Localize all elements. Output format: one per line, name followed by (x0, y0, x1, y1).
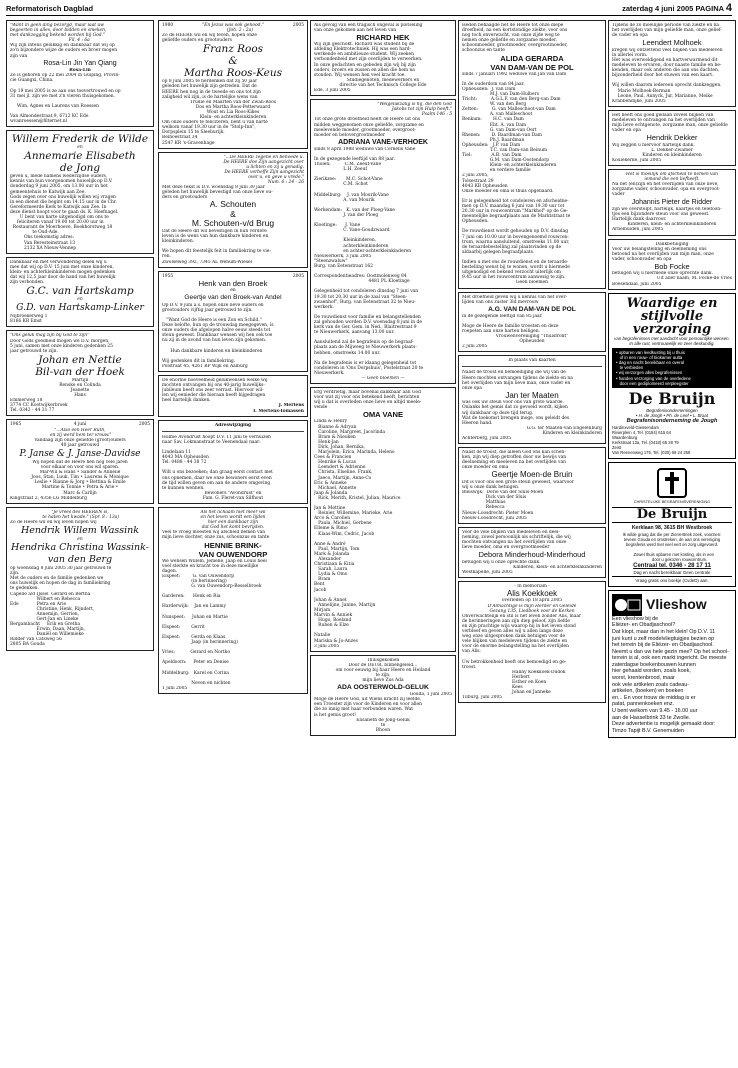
address: Polstraat 45, 4261 BP Wijk en Aalburg (162, 363, 248, 369)
notice-heading: Adreswijziging (214, 422, 252, 428)
signature: Vrouwenvereniging "Thuisfront" Opheusden (495, 334, 569, 345)
notice-body: Voor de vele blijken van medeleven en deel- neming, zowel persoonlijk als schriftelijk, die wij mochten ontvangen na het overlijden van onze lieve moeder, oma en overgrootmoeder (462, 529, 571, 550)
anniversary-notice (158, 271, 308, 372)
ad-title: stijlvolle verzorging (632, 308, 712, 337)
wife-name: M. Schouten-v/d Brug (191, 219, 275, 229)
notice-body: Heden behaagde het de Heere tot onze diepe droefheid, na een kortstondige ziekte, voor ons nog toch onverwacht, van onze zijde weg te nemen onze geliefde en zorgzame moeder, schoonmoeder, grootmoeder, overgrootmoeder, schoonzus en tante (462, 23, 568, 54)
bible-verse: "En Jezus was ook genood." (Joh. 2 : 2a) (202, 23, 264, 34)
wife-name: Hendrika Christina Wassink- (11, 542, 149, 554)
address: 2 juni 2005, Tolsestraat 29 4043 KB Opheusden (462, 173, 508, 189)
address: Zwolseweg 392, 7345 AL Wenum-Wiesel (162, 259, 253, 265)
thank-you-notice (608, 20, 736, 107)
family-list: Opheusden: J. van Dam M.J. van Dam-Hulbers Tricht: A.G.L.F. van den Berg-van Dam W. van den Berg Zetten: G. van Malleschoot-van Dam A. van Malleschoot Benkum: H.C. van Dam Ebt. A. van Dam G. van Dam-van Oert Rhenen: D. Baardman-van Dam Ph.J. Baardman Opheusden: J.P. van Dam T.C. van Dam-van Beinum Tiel: A.B. van Dam G.M. van Dam-Oostendorp Klein- en achterkleinkinderen en verdere familie (462, 86, 561, 174)
deceased-name: HENNIE BRINK- (204, 540, 262, 550)
couple-names: Johan en Nettie (38, 353, 122, 366)
paper-name: Reformatorisch Dagblad (6, 4, 94, 13)
children-list: Martijn Renske en Colinda Jeanette Hans (59, 377, 101, 399)
notice-body: Na het (en)zijn en het overlijden van onze lieve, zorgzame vader, schoonvader, opa en overgroot- vader (612, 182, 720, 198)
notice-date: Arnemuiden, juni 2005 (612, 227, 664, 233)
year-end: 2005 (292, 23, 304, 28)
notice-body: kregen wij ontzettend veel blijken van medeleven in allerlei vorm. Het was overweldigend en hartverwarmend dit medeleven te ervaren, door naaste familie en be- kenden, maar ook anderen die aan ons dachten, bijzonderheid door het stuwen van een kaart. Wij willen daarom iedereen oprecht dankzeggen. Marie Molhoek-Berman Leone, Paul, Annyck, Jur, Marianne, Meike (612, 47, 723, 99)
address: Belhoestraat 34 2547 KR 's-Gravenhage (162, 135, 215, 146)
death-notice (310, 655, 456, 736)
notice-date: 2 juni 2005 (462, 344, 488, 350)
family-list: Linda & Henry Bianne & Adryan Caroline, Margreet, Jacorinda Bram & Nieuken Henk-Jan Dirk, Johan, Bernika, Marjolein, Erica, Marinda, Heleno Cees & Francien Henrike & Lucas Leendert & Adrienne Christa, Elseline, Frank, Jaeco, Martijn, Anne-Co Eric & Anneke Michael, Annette Jaap & Jolanda Rick, Merith, Kristel, Julian, Maurice Jan & Mettine Reinier, Willemine, Marieke, Arie Arco & Carolien Paula, Michiel, Gerbene Elleme & Rimo Klaas-Wim, Cedric, Jacob Anne & André Paul, Martijn, Tom Mark & Jolanda Alexander Christiaan & Kitia Sarah, Laura Lydia & Omo Bram Bent Jacob Johan & Annet Annelijne, Janine, Martijn Mirjam Marvin & Anniek Hugo, Roeland Ruben & Elze Natalie Mariska & Jo-Anzes (314, 419, 401, 644)
notice-body: Dat de Heere dit wil bevestigen in hun verdere leven is de wens van hun dankbare kinderen en kleinkinderen. We hopen dit feestelijk feit in familiekring te vie- ren. (162, 228, 271, 260)
notice-body: Door Gods goedheid mogen we D.V. morgen, 5 juni, samen met onze kinderen gedenken 25 jaar getrouwd te zijn. (10, 338, 113, 354)
husband-name: A. Schouten (209, 200, 257, 210)
year-start: 1965 (10, 422, 22, 428)
notice-heading: - In memoriam - (514, 583, 550, 589)
date-text: zaterdag 4 juni 2005 (622, 4, 694, 13)
deceased-name: OMA VANE (362, 410, 404, 420)
deceased-name: ALIDA GERARDA (500, 53, 564, 63)
ad-subtitle: van begrafenissen met aandacht voor persoonlijke wensen. In alle rust, vertrouwelijk en zeer deskundig. (614, 335, 730, 346)
ad-body: Een vlieshow bij de Eliëzer- en Obadjaschool? Dat klopt, maar dan in het klein! Op D.V. 11 juni kunt u zelf modelvliegtuigjes bezien op het terrein bij de Eliëzer- en Obadjaschool. Neemt u dan uw hele gezin mee? Op het school- terrein is al, ook een markt ingericht. De meeste zaterdagse boekenbouwen kunnen hier gehaald worden, zoals koek, worst, krentenbrood, maar ook vele artikelen zoals cadeau- artikelen, (boeken) en boeken en... En voor trouw de middag is er patat, pannenkoeken enz. U bent welkom van 9.45 - 16.00 uur aan de Hasselbrink 33 te Zwolle. Deze advertentie is mogelijk gemaakt door: Timzo Tapijt B.V. Genemuiden (612, 615, 729, 734)
ad-title: Vlieshow (646, 596, 707, 613)
association-type: CHRISTELIJKE BEGRAFENISVERENIGING (633, 500, 711, 505)
notice-body: geven u, mede namens wederzijdse ouders, kennis van hun voorgenomen huwelijk op D.V. donderdag 9 juni 2005, om 13.00 uur in het gemeentehuis te Katwijk aan Zee. Gods zegen over ons huwelijk willen wij vragen in een dienst die begint om 14.15 uur in de Chr. Gereformeerde Kerk te Katwijk aan Zee. In deze dienst hoopt voor te gaan ds. K. Hoefnagel. U bent van harte uitgenodigd om ons te feliciteren vanaf 19.00 tot 20.00 uur in Restaurant de Moerhoeve, Boekhorstweg 18 te Oud-Ade. Ons toekomstig adres: Van Beresteinstraat 13 2132 XA Nieuw-Vennep (10, 174, 119, 251)
couple-names: P. Janse & J. Janse-Davidse (19, 448, 141, 459)
notice-text: Wij zijn intens gelukkig en dankbaar dat wij op zo'n bijzondere wijze de ouders en broer mogen zijn van (10, 43, 118, 59)
notice-date: 3 juni 2005 (314, 643, 340, 649)
hymn-quote: D'Almachtige is mijn Herder en Geleide Gezang 135, Liedboek voor de Kerken (487, 603, 577, 614)
page-label: PAGINA (695, 4, 724, 13)
address: Kerklaan 98, 3615 BH Westbroek (631, 525, 713, 532)
funeral-association-ad (608, 462, 736, 587)
death-notice (158, 507, 308, 694)
deceased-name: Geertje Moen-de Bruin (491, 470, 573, 480)
notice-footer: — Geen bloemen — (361, 376, 405, 381)
funeral-services-ad (608, 293, 736, 459)
masthead (6, 4, 732, 16)
notice-body: Hulme Avondrust hoopt D.V. 11 juni te verhuizen naar Sav. Lokmanstraat te Veenendaal naar: Lindelaan 11 4043 MA Opheusden Tel. 0488 - 44 38 72 Wilt u ons bezoeken; dan graag eerst contact met ons opnemen, daar we onze bewoners eerst even de tijd willen geven om aan de andere omgeving te kunnen wennen. (162, 434, 273, 491)
signature: G.G. ter Maaten-van Engelenburg Kinderen en kleinkinderen (526, 425, 602, 436)
death-notice (310, 20, 456, 96)
poem: Het is moeilijk om afscheid te nemen van iemand die een liefheeft. (626, 172, 718, 183)
groom-name: Willem Frederik de Wilde (11, 133, 149, 146)
notice-body: betuigen wij u hiermede onze oprechte dank. (612, 271, 713, 277)
notice-date: Westkapelle, juni 2005 (462, 569, 513, 575)
deceased-name: Leendert Molhoek (642, 38, 702, 48)
notice-body: Om onze ouders te feliciteren, bent u van harte welkom vanaf 19.30 uur in de "Stolp-Inn", Dorpsplein 15 te Sleeburijk. (162, 120, 268, 136)
notice-body: Als gevolg van een tragisch ongeval is plotseling van onze gekomen aan het leven van (314, 23, 423, 34)
couple-surname: Bil-van der Hoek (35, 365, 125, 378)
notice-body: We wensen Willem, Jemelle, Jaap en Louis heel veel sterkte en kracht toe in deze moeilijke dagen. (162, 558, 267, 574)
divider (162, 431, 304, 432)
deceased-name: Johannis Pieter de Ridder (631, 198, 713, 206)
column-2 (158, 20, 308, 1066)
address-list: Hardinxveld-Giessendam Rivierplein 4, Tel. (0184) 615 64 Waardenburg Kerkstraat 13a, Tel. (0418) 65 28 79 Zeist Van Reenenweg 175, Tel. (030) 69 24 258 (612, 425, 691, 456)
notice-body: Met deze tekst is D.V. woensdag 8 juni 30 jaar geleden het huwelijk bevestigd van onze lieve ou- ders en grootouders (162, 185, 273, 201)
death-notice (310, 387, 456, 652)
company-logo-text: De Bruijn (628, 388, 716, 408)
bible-verse: "...De HEERE zegene en behoede u. De HEERE doe Zijn aangezicht over u lichten en zij u genadig. De HEERE verheffe Zijn aangezicht over u, en geve u vrede." Num. 6 : 24 - 26 (223, 154, 304, 186)
thank-you-notice (458, 447, 606, 524)
notice-footer: Geen bloemen (516, 280, 548, 286)
notice-date: 1 juni 2005 (162, 685, 188, 691)
notice-body: Nieuwerkerk, 3 juni 2005 "Steenzwaluw" Burg. van Eetenstraat 162 Correspondentieadres: Oostmolenweg 84 4481 PL Kloetinge Gelegenheid tot condoleren dinsdag 7 juni van 19.30 tot 20.30 uur in de zaal van "Steen- zwaenhof", Burg. van Eetenstraat 32 te Nieu- werkerk. De rouwdienst voor familie en belangstellenden zal gehouden worden D.V. woensdag 8 juni in de kerk van de Ger. Gem. in Ned., Blaitrestraat 9 te Nieuwerkerk, aanvang 13.00 uur. Aansluitend zal de begrafenis op de begraaf- plaats aan de Mijweeg te Nieuwerkerk plaats- hebben, omstreeks 14.00 uur. Na de begrafenis is er idaang gelegenheid tot condoleren in 'Ons Dorpshuis', Postelstraat 20 te Nieuwerkerk. (314, 253, 424, 376)
issue-date (622, 2, 732, 14)
death-notice (310, 99, 456, 384)
column-5 (608, 20, 736, 1066)
deceased-name: Debora Minderhoud-Minderhoud (478, 550, 586, 560)
notice-body: Vandaag zijn onze geliefde (groot)ouders 40 jaar getrouwd (34, 437, 126, 448)
notice-body: De enorme hoeveelheid gelukwensen welke wij mochten ontvangen bij ons 40-jarig huwelijks- jubileum heeft ons zeer verrast. Hiervoor wil- len wij eenieder die hieraan heeft bijgedragen heel hartelijk danken. (162, 378, 268, 404)
notice-date: Boesendaal, juni 2005 (612, 281, 662, 287)
notice-date: Nieuw-Loosdrecht, juni 2005 (462, 515, 527, 521)
notice-body: Ze is geboren op 22 mei 2004 in Guiping, Provin- cie Guangxi, China. Op 19 mei 2005 is ze aan ons toevertrouwd en op 31 mei jl. zijn we met z'n vieren thuisgekomen. Wim, Agnes en Laurens van Roessen Van Almondestraat 9, 6712 KC Ede wvanroessen@filternet.nl (10, 73, 121, 125)
address: Nijbroekerweg 1 8166 KR Emst (10, 314, 48, 325)
memoriam-notice (458, 581, 606, 703)
notice-body: sinds 8 april 1988 weduwe van Cornelis Vane In de gezegende leeftijd van 88 jaar. (314, 146, 416, 162)
deceased-name: Hendrik Dekker (646, 133, 698, 143)
availability: Dag en nacht bereikbaar Geen centrale (633, 570, 711, 576)
signer-name: J. Mertens (278, 403, 304, 409)
deceased-name: ADA OOSTERWOLD-GELUK (337, 684, 429, 692)
deceased-surname: VAN OUWENDORP (198, 549, 268, 559)
conjunction: en (77, 145, 83, 151)
thank-you-notice (458, 527, 606, 578)
year-end: 2005 (138, 422, 150, 428)
thank-you-notice (608, 110, 736, 166)
signer-name: T. Mertens-Tomassen (252, 408, 304, 414)
notice-intro: Zo de Heere wil en wij leven hopen wij (10, 519, 97, 525)
poem: Als het lichaam niet meer wil en het leven wordt een lijden hier een dankbaar zijn dat God het komt bevrijden. (200, 509, 266, 531)
signature: Kinderen, klein- en achterkleinkinderen (513, 564, 602, 570)
notice-body: Naast de troost en bemoediging die wij van de Heere mochten ontvangen tijdens de ziekte en na het overlijden van mijn lieve man, onze vader en onze opa (462, 370, 573, 391)
ad-subtitle: Begrafenisondernemingen (646, 407, 698, 413)
column-4 (458, 20, 606, 1066)
thank-you-notice (608, 169, 736, 235)
death-notice (458, 292, 606, 353)
anniversary-notice (158, 20, 308, 149)
husband-name: Hendrik Willem Wassink (20, 524, 140, 536)
bible-verse: "Ons geluk mag zijn bij God te zijn" (10, 333, 90, 339)
address: Ridder van Catsweg 56 2805 BA Gouda (10, 637, 62, 648)
notice-body: op 8 juni 2005 te herdenken dat zij 50 jaar geleden het huwelijk zijn getreden. Dat de HEERE hen nog in de tweede en ons tot zijn zaligheid wil zijn, is de hartelijke wens van (162, 79, 261, 100)
conjunction: & (228, 55, 238, 68)
airshow-header (612, 594, 732, 616)
notice-body: Voor uw belangstelling en deelneming ons betoond na het overlijden van mijn man, onze vader, schoonvader en opa (612, 246, 714, 262)
cross-logo-icon (657, 468, 687, 498)
notice-body: Op D.V. 9 juni a.s. hopen onze lieve ouders en grootouders vijftig jaar getrouwd te zijn. "Want God de Heere is een Zon en Schild." Deze belofte, hun op de trouwdag meegegeven, is onze ouders die afgelopen halve eeuw steeds tot steun geweest. Dankbaar wensen wij hen ook toe nu zij in de avond van hun leven zijn gekomen. Hun dankbare kinderen en kleinkinderen Wij gedenken dit in familiekring. (162, 302, 274, 364)
notice-body: sinds 7 januari 1992 weduwe van Jan van Dam In de ouderdom van 84 jaar. (462, 71, 567, 87)
notice-body: Wij zijn geschokt. Richard was student bij de afdeling Elektrotechniek. Hij was een hard- werkende en ambitieuze student. Wij zeeken verbondenheid met zijn overlijden te verwerken. In onze gedachten en gebeden zijn wij bij zijn ouders, broers en zussen en allen die hem na stonden. Wij wensen hen veel kracht toe. (314, 42, 423, 78)
family-list: Tholen: C.M. Zeeuf-Vane L.H. Zeeuf Zierikzee: M.C. Schot-Vane C.M. Schot Middelburg: J. van Mourik-Vane A. van Mourik Werkendam: K. van der Ploeg-Vane J. van der Ploeg Kloetinge: J. Vane C. Vane-Goudzwaard Kleinkinderen, achterkleinkinderen en achter-achterkleinkinderen (314, 162, 412, 254)
children-list: Capelle a/d IJssel Gerard en Bertha Wilbert en Rebecca Ede Petra en Arie Christine, Henk, Rijndert, Annemijn, Gerrien, Gert-Jan en Lineke Bergambacht Erik en Gretha Erwin, Daan, Martijn, Daniël en Willemieke (10, 591, 95, 638)
wife-name: Geertje van den Broek-van Andel (184, 294, 282, 302)
family-list: Trudie en Maarten van der Zwan-Roos Dos en Martha Roos-Petterwaard Wout en Lia Roos-Kikes Klein- en achterkleinkinderen (189, 99, 277, 121)
notice-body: Dit is voor ons een grote steun geweest, waarvoor wij u onze dank betuigen. (462, 479, 575, 491)
notice-body: Door de DEUR, binnengeleid... om voor eeuwig bij haar Heere en Heiland te zijn, mijn lieve Zus Ada (335, 662, 431, 684)
notice-body: zijn we overstelpt, hartelijk, kaartjes en telefoon- tjes een bijzondere steun voor ons geweest. Hartelijk dank daarvoor. (612, 207, 722, 223)
ad-body: Ik wilde graag dat die per Ziens-Briek zoek, voorzien: teveen Gouda en omstreken, de aan ons vereniging begrafenis werd met veel eert en zorg uitgevoerd. Zowel thuis opbaren met kosting, als in een door u gekozen rouwcentrum. (622, 532, 722, 563)
family-list: Elspeet: G. van Ouwendorp (in herinnering) G. van Ouwendorp-Besselbroek Garderen: Henk en Ria Harderwijk: Jan en Lammy Nunspeet: Johan en Martie Elspeet: Gerrit Elspeet: Gerda en Klaas Jaap (in herinnering) Vries: Gerard en Nortko Apeldoorn: Peter en Denise Middelburg: Karel en Corina Neven en nichten (162, 573, 262, 686)
wedding-notice (6, 130, 154, 254)
bible-verse: "Welgelukzalig is hij, die den God Jakobs tot zijn Hulp heeft." Psalm 146 : 5 (377, 102, 452, 118)
year-start: 1955 (162, 273, 174, 279)
notice-body: Veel te vroeg moesten wij afscheid nemen van mijn lieve dochter, onze zus, schoonzus en tante (162, 530, 270, 541)
anniversary-notice (6, 257, 154, 328)
signature: Studiegenoten, medewerkers en directie van het Technisch College Ede (339, 77, 427, 88)
notice-body: Tijdens de zo moeilijke periode van ziekte en na het overlijden van mijn geliefde man, onze gelief- de vader en opa (612, 23, 722, 39)
column-1 (6, 20, 154, 1066)
notice-heading: Dankbetuiging (655, 241, 689, 247)
thank-you-notice (608, 239, 736, 290)
deceased-name: Alis Koekkoek (506, 588, 558, 598)
bible-verse: "Je vrees des HEEREN is, te haten het kwade." (Spr. 8 : 13a) (42, 509, 119, 520)
ad-title: Waardige en (626, 295, 718, 311)
notice-date: Kouiekerke, juni 2005 (612, 157, 662, 163)
signature: Uit aller naam, M. Focke-de Vries (656, 276, 732, 282)
page-number: 4 (725, 2, 732, 14)
date: 4 juni (73, 422, 87, 428)
phone-number[interactable]: Centraal tel. 0346 - 28 17 11 (633, 563, 711, 570)
bride-name: Annemarie Elisabeth (24, 150, 136, 163)
year-start: 1980 (162, 23, 174, 28)
notice-body: Het heeft ons goed gedaan zoveel blijken van medeleven te ontvangen na het overlijden van mijn lieve echtgenote, zorgzame man, onze geliefde vader en opa (612, 112, 728, 134)
notice-body: Naast de troost, die alleen God ons kan schen- ken, zijn wij diep getroffen door uw bewijs van deelneming en meeleven na het overlijden van onze moeder en oma (462, 450, 567, 471)
signature: Hanny Koekkoek-Dudok Herbert Esther en Koen Kees Johan en Janneke (512, 669, 566, 696)
notice-body: Wij hopen dat de Heere hen nog vele jaren voor elkaar en voor ons wil sparen. (32, 459, 128, 471)
notice-body: Onze moeder en oma is thuis opgebaard. Er is gelegenheid tot condoleren en afscheidne- men op D.V. maandag 6 juni van 19.30 uur tot 20.30 uur in rouwcentrum "Markhof" op de Ge- meentelijke begraafplaats aan de Marktstraat te Opheusden. De rouwdienst wordt gehouden op D.V. dinsdag 7 juni om 10.00 uur in bovengenoemd rouwcen- trum, waarna aansluitend, omstreeks 11.00 uur, de teraardebestelling zal plaatsvinden op de aldaarbij gelegen begraafplaats. Indien u met ons de rouwdienst en de teraarde- bestelling wenst bij te wonen, wordt u hiermede uitgenodigd en bekend verzocht uiterlijk om 9.45 uur in het rouwcentrum aanwezig te zijn. (462, 188, 571, 281)
wife-name: Martha Roos-Keus (183, 67, 283, 80)
notice-body: betuigen wij u onze oprechte dank. (462, 559, 541, 565)
signature: Elisabeth de Jong-Geluk te Bhoon (356, 717, 410, 733)
anniversary-notice (6, 507, 154, 651)
notice-body: Met droefheid geven wij u kennis van het over- lijden van ons zuster 3ld mevrouw (462, 294, 568, 305)
child-nickname: Rosa-Lin (69, 68, 91, 74)
notice-date: Tilburg, juni 2005 (462, 695, 503, 701)
bible-verse: "Want in geen ding bezorgd, maar laat uw begeerten in alles, door bidden en smeken, met dankzegging bekend worden bij God." Fil. 4 : 6a (10, 23, 107, 44)
staff-names: • H. de Jongh • Ph. de Leef • L. Braat (635, 412, 709, 418)
conjunction: en (230, 288, 236, 294)
notice-intro: Dankbaar en met verwondering delen wij u mee dat wij op D.V. 15 juni met onze kinderen, klein- en achterkleinkinderen mogen gedenken dat wij 12,5 jaar door de hand van het huwelijk zijn verbonden. (10, 259, 116, 286)
company-name: Begrafenisonderneming de Jough (626, 418, 718, 425)
anniversary-notice (158, 152, 308, 268)
notice-date: Krabbendijke, juni 2005 (612, 98, 666, 104)
conjunction: & (230, 209, 236, 219)
child-name: Rosa-Lin Jin Yan Qiang (43, 59, 117, 67)
deceased-name: Bob Focke (654, 261, 690, 271)
address: Emmerweg 18 3774 CC Kootwijkerbroek Tel. 0342 - 44 31 77 (10, 398, 68, 414)
husband-name: Henk van den Broek (198, 278, 268, 288)
notice-date: Ede, 3 juni 2005 (314, 88, 351, 94)
year-end: 2005 (292, 273, 304, 279)
deceased-name: Jan ter Maaten (505, 390, 559, 400)
divider (462, 366, 602, 367)
notice-body: in de gezegende leeftijd van 85 jaar. Moge de Heere de familie troosten en deze roepeten aan onze harten heiligen. (462, 313, 559, 334)
husband-name: Franz Roos (202, 43, 264, 56)
conjunction: en (77, 536, 83, 542)
bride-surname: de Jong (59, 162, 101, 175)
thank-you-notice (458, 355, 606, 444)
anniversary-notice (6, 419, 154, 503)
notice-subtitle: overleden op 18 april 2005 (501, 598, 563, 604)
conjunction: en (77, 297, 83, 303)
bible-verse: "...Also een Heer Ruth, en zij werd hem ter vrouw." (49, 427, 112, 438)
birth-notice (6, 20, 154, 127)
signature: L. Dekker-Zwamer Kinderen en kleinkinderen (642, 147, 702, 158)
notice-body: Wij zeggen u hiervoor hartelijk dank. (612, 142, 695, 148)
service-bullet-list: • opbaren van leedkusting bij u thuis of in een rouw- of biokamer aulta • dag en nacht bereikbaar en overal te verbieden • wij verzorgen alles begrafenissen • handen verzorging van de overledene door een gediplomeerd verpleegster (612, 348, 732, 388)
husband-name: G.C. van Hartskamp (26, 285, 134, 298)
family-list: Mar-Wil & Hans • Sander & Annelie Joos, Stan, Luuk, Tim • Laurens & Monique Leslie • Rianne & Jorg • Bettina & Emile Martine & Tonnie • Petra & Arie • Marc & Carlijn (31, 470, 129, 496)
notice-body: was ook uw steun voor ons van grote waarde. Onlanks het gemis dat zo gevoeld wordt, kijken wij dankbaar op deze tijd terug. Wat de toekomst brengen moge, ons geleidt des Heeren hand. (462, 400, 570, 426)
notice-body: op woensdag 8 juni 2005 30 jaar getrouwd te zijn. Met de ouders en de familie gedenken we ons huwelijk en hopen de dag in familiekring te gedenken. (10, 566, 112, 592)
notice-date: Achterberg, juni 2005 (462, 435, 512, 441)
address-change-notice (158, 420, 308, 504)
school-logo-icon (612, 594, 642, 616)
death-notice (458, 20, 606, 289)
notice-body: Tot onze grote droefheid heeft de Heere uit ons midden weggenomen onze geliefde, zorgzame en meelevende moeder, grootmoeder, overgroot- moeder en betovergrootmoeder (314, 117, 424, 138)
deceased-name: ADRIANA VANE-VERHOEK (338, 138, 428, 146)
wife-surname: van den Berg (47, 554, 113, 566)
deceased-name: RICHARD HEK (356, 33, 410, 43)
notice-body: Erg verdrietig, maar bovenal dankbaar aan God voor wat zij voor ons betekend heeft, berichten wij u dat is overleden onze lieve en altijd meele- vende (314, 390, 422, 411)
thank-you-notice (158, 375, 308, 417)
notice-heading: Thuisgekomen (366, 657, 400, 663)
notice-body: Zo de HEERE wil en wij leven, hopen onze geliefde ouders en grootouders (162, 33, 257, 44)
notice-body: Moge de Heere God, uit Wiens kracht zij leefde, een Troester zijn voor de Kinderen en voor allen die zo innig met haar verbonden waren. Wat is het gemis groot! (314, 697, 422, 718)
dateline (162, 23, 304, 33)
signature: Kinderen, klein- en achterkleinkinderen (627, 222, 717, 228)
signature: Bewoners "Avondrust" en Fam. G. Fleret-van Silfhout (202, 490, 264, 501)
airshow-ad (608, 590, 736, 739)
association-name: De Bruijn (612, 507, 732, 523)
notice-body: Onverwachtelijk en stil is het leven zonder Alis, maar de herinneringen aan zijn diep geloof, zijn liefde en zijn prachtige wijs waarop hij in het leven stond verbleef en geven alles wij u allen langs deze weg onze uitgesproken dank betuigen voor de vele blijken van medeleven tijdens de ziekte en voor de enorme belangstelling na het overlijden van Alis. Uw betrokkenheid heeft ons bemoedigd en ge- troost. (462, 613, 582, 670)
address: Kingstraat 2, 4356 LG Middelburg (10, 495, 87, 501)
notice-date: Gouda, 1 juni 2005 (409, 692, 452, 698)
deceased-name: A.G. VAN DAM-VAN DE POL (488, 305, 576, 313)
deceased-surname: VAN DAM-VAN DE POL (490, 62, 574, 72)
notice-heading: In plaats van kaarten (508, 358, 556, 364)
anniversary-notice (6, 330, 154, 416)
column-3 (310, 20, 456, 1066)
family-list: Bleiswijk: Dorie van der Sluis-Moen Dick van der Sluis Matthias Rebecca Nieuw-Loosdrecht: Pieter Moen (462, 490, 544, 516)
wife-name: G.D. van Hartskamp-Linker (16, 302, 144, 314)
ad-footer: Vraag gratis ons boekje (CvdeD) aan. (612, 576, 732, 583)
